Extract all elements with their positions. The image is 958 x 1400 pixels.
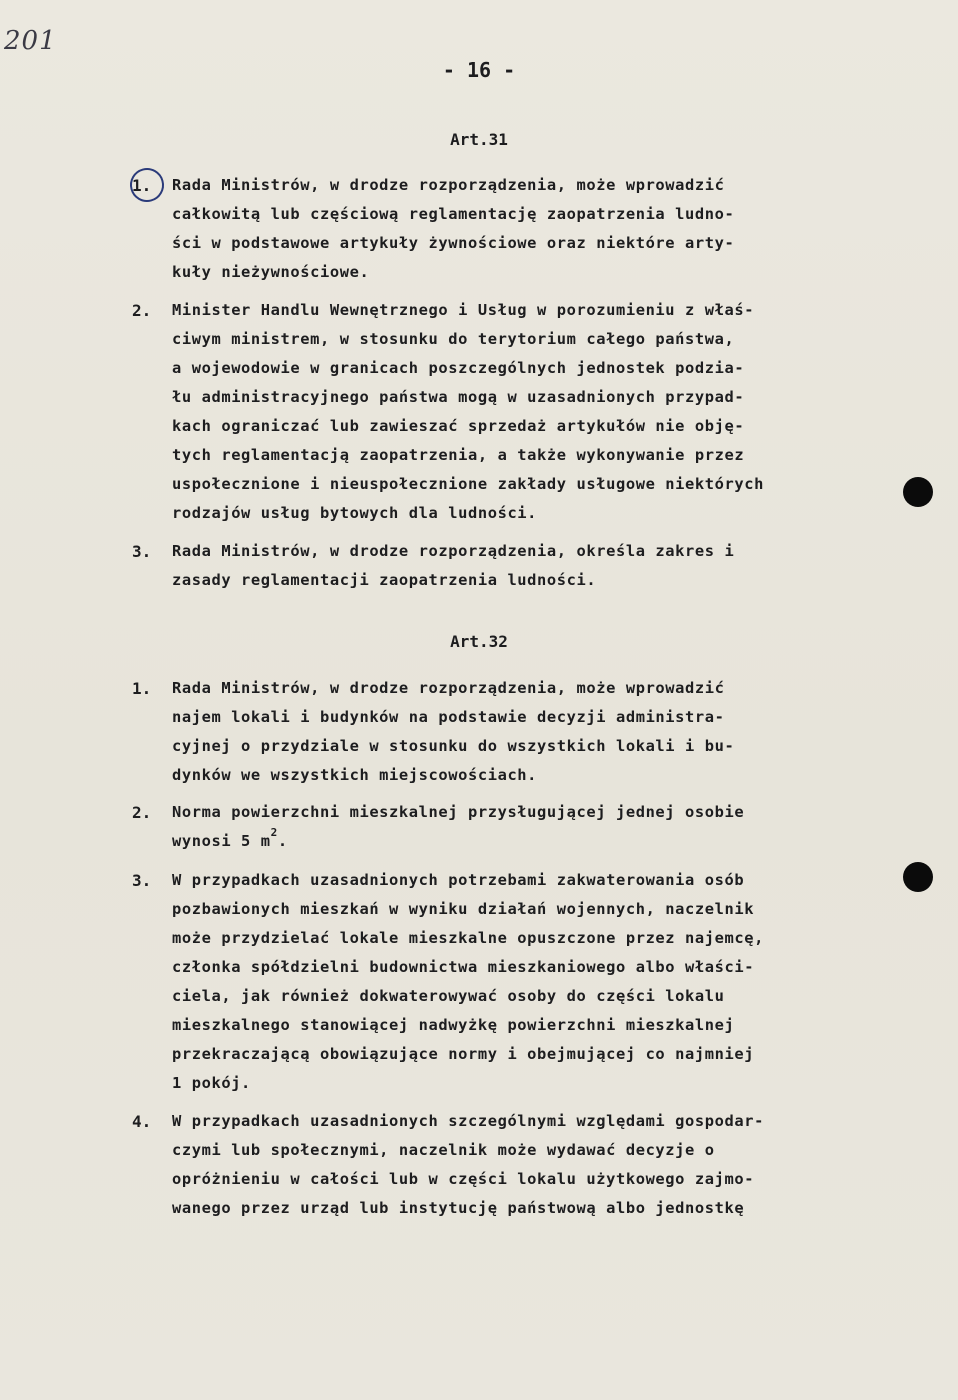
text-line: ści w podstawowe artykuły żywnościowe oraz niektóre arty- — [172, 234, 735, 252]
text-line: najem lokali i budynków na podstawie decyzji administra- — [172, 708, 725, 726]
text-line: dynków we wszystkich miejscowościach. — [172, 766, 538, 784]
page-number: - 16 - — [442, 58, 516, 82]
text-line: ciwym ministrem, w stosunku do terytorium całego państwa, — [172, 330, 735, 348]
line-end-period: . — [277, 832, 288, 850]
paragraph-number: 3. — [132, 871, 152, 890]
text-line: Norma powierzchni mieszkalnej przysługującej jednej osobie — [172, 803, 745, 821]
paragraph-number: 2. — [132, 803, 152, 822]
text-line: pozbawionych mieszkań w wyniku działań wojennych, naczelnik — [172, 900, 755, 918]
text-line: W przypadkach uzasadnionych potrzebami zakwaterowania osób — [172, 871, 745, 889]
text-line: Minister Handlu Wewnętrznego i Usług w porozumieniu z właś- — [172, 301, 755, 319]
handwritten-page-annotation: 201 — [4, 26, 57, 56]
text-line: zasady reglamentacji zaopatrzenia ludności. — [172, 571, 597, 589]
text-line: tych reglamentacją zaopatrzenia, a także wykonywanie przez — [172, 446, 745, 464]
text-line: a wojewodowie w granicach poszczególnych jednostek podzia- — [172, 359, 745, 377]
paragraph-number: 2. — [132, 301, 152, 320]
text-line: ciela, jak również dokwaterowywać osoby do części lokalu — [172, 987, 725, 1005]
paragraph-number: 1. — [132, 679, 152, 698]
paragraph-number: 4. — [132, 1112, 152, 1131]
text-line: mieszkalnego stanowiącej nadwyżkę powierzchni mieszkalnej — [172, 1016, 735, 1034]
text-line — [172, 826, 288, 850]
text-line: cyjnej o przydziale w stosunku do wszystkich lokali i bu- — [172, 737, 735, 755]
text-line: opróżnieniu w całości lub w części lokalu użytkowego zajmo- — [172, 1170, 755, 1188]
article-32-heading: Art.32 — [450, 632, 508, 651]
text-line: wanego przez urząd lub instytucję państwową albo jednostkę — [172, 1199, 745, 1217]
punch-hole — [903, 477, 933, 507]
superscript-exponent: 2 — [270, 826, 278, 839]
text-line: Rada Ministrów, w drodze rozporządzenia, może wprowadzić — [172, 176, 725, 194]
text-line: uspołecznione i nieuspołecznione zakłady usługowe niektórych — [172, 475, 764, 493]
paragraph-number: 3. — [132, 542, 152, 561]
text-line: członka spółdzielni budownictwa mieszkaniowego albo właści- — [172, 958, 755, 976]
paragraph-number: 1. — [132, 176, 152, 195]
text-line: kuły nieżywnościowe. — [172, 263, 370, 281]
text-line: czymi lub społecznymi, naczelnik może wydawać decyzje o — [172, 1141, 715, 1159]
text-line: Rada Ministrów, w drodze rozporządzenia, może wprowadzić — [172, 679, 725, 697]
text-line: rodzajów usług bytowych dla ludności. — [172, 504, 538, 522]
text-line: 1 pokój. — [172, 1074, 251, 1092]
text-line: przekraczającą obowiązujące normy i obejmującej co najmniej — [172, 1045, 755, 1063]
article-31-heading: Art.31 — [450, 130, 508, 149]
punch-hole — [903, 862, 933, 892]
text-line: łu administracyjnego państwa mogą w uzasadnionych przypad- — [172, 388, 745, 406]
text-line: może przydzielać lokale mieszkalne opuszczone przez najemcę, — [172, 929, 764, 947]
text-line: Rada Ministrów, w drodze rozporządzenia, określa zakres i — [172, 542, 735, 560]
area-value-text: wynosi 5 m — [172, 832, 271, 850]
text-line: W przypadkach uzasadnionych szczególnymi względami gospodar- — [172, 1112, 764, 1130]
text-line: całkowitą lub częściową reglamentację zaopatrzenia ludno- — [172, 205, 735, 223]
text-line: kach ograniczać lub zawieszać sprzedaż artykułów nie obję- — [172, 417, 745, 435]
